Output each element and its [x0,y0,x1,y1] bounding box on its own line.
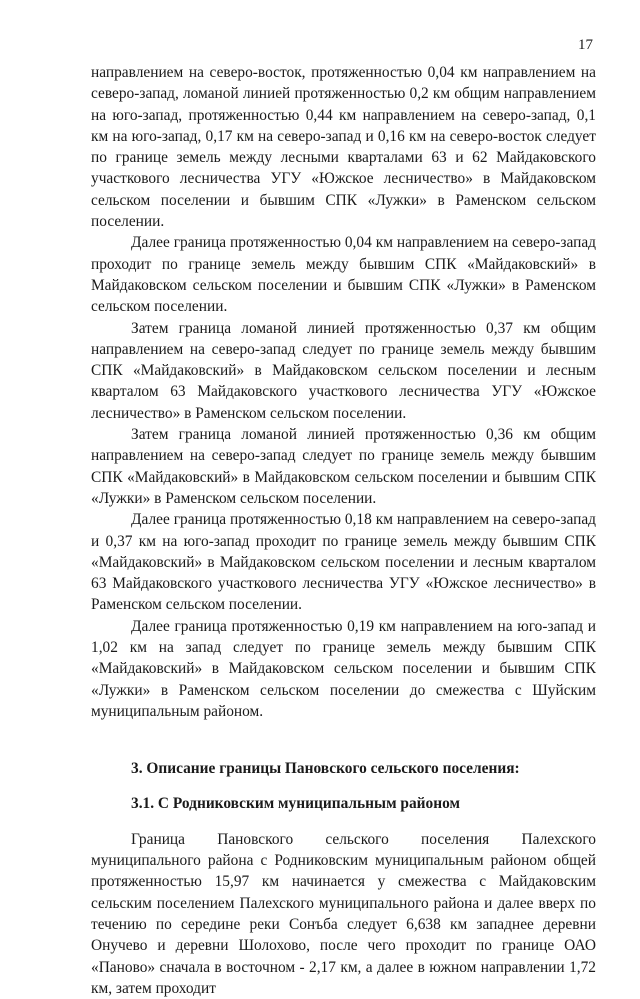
paragraph: Затем граница ломаной линией протяженностью 0,37 км общим направлением на северо-запад следует по границе земель между бывшим СПК «Майдаковский» в Майдаковском сельском поселении и лесным кварталом 63 Майдаковского участкового лесничества УГУ «Южское лесничество» в Раменском сельском поселении. [91,319,596,422]
paragraph: Далее граница протяженностью 0,04 км направлением на северо-запад проходит по границе земель между бывшим СПК «Майдаковский» в Майдаковском сельском поселении и бывшим СПК «Лужки» в Раменском сельском поселении. [91,234,596,316]
paragraph: Далее граница протяженностью 0,19 км направлением на юго-запад и 1,02 км на запад следует по границе земель между бывшим СПК «Майдаковский» в Майдаковском сельском поселении и бывшим СПК «Лужки» в Раменском сельском поселении до смежества с Шуйским муниципальным районом. [91,617,596,720]
subsection-heading: 3.1. С Родниковским муниципальным районом [131,794,460,812]
paragraph: Граница Пановского сельского поселения Палехского муниципального района с Родниковским муниципальным районом общей протяженностью 15,97 км начинается у смежества с Майдаковским сельским поселением Палехского муниципального района и далее вверх по течению по середине реки Сонъба следует 6,638 км западнее деревни Онучево и деревни Шолохово, после чего проходит по границе ОАО «Паново» сначала в восточном - 2,17 км, а далее в южном направлении 1,72 км, затем проходит [91,830,596,997]
page-number: 17 [578,37,593,53]
paragraph: Далее граница протяженностью 0,18 км направлением на северо-запад и 0,37 км на юго-запад проходит по границе земель между бывшим СПК «Майдаковский» в Майдаковском сельском поселении и лесным кварталом 63 Майдаковского участкового лесничества УГУ «Южское лесничество» в Раменском сельском поселении. [91,511,596,614]
paragraph: Затем граница ломаной линией протяженностью 0,36 км общим направлением на северо-запад следует по границе земель между бывшим СПК «Майдаковский» в Майдаковском сельском поселении и бывшим СПК «Лужки» в Раменском сельском поселении. [91,426,596,507]
document-body [91,62,596,999]
paragraph: направлением на северо-восток, протяженностью 0,04 км направлением на северо-запад, ломаной линией протяженностью 0,2 км общим направлением на юго-запад, протяженностью 0,44 км направлением на северо-запад, 0,1 км на юго-запад, 0,17 км на северо-запад и 0,16 км на северо-восток следует по границе земель между лесными кварталами 63 и 62 Майдаковского участкового лесничества УГУ «Южское лесничество» в Майдаковском сельском поселении и бывшим СПК «Лужки» в Раменском сельском поселении. [91,64,596,231]
section-heading: 3. Описание границы Пановского сельского поселения: [131,760,520,778]
